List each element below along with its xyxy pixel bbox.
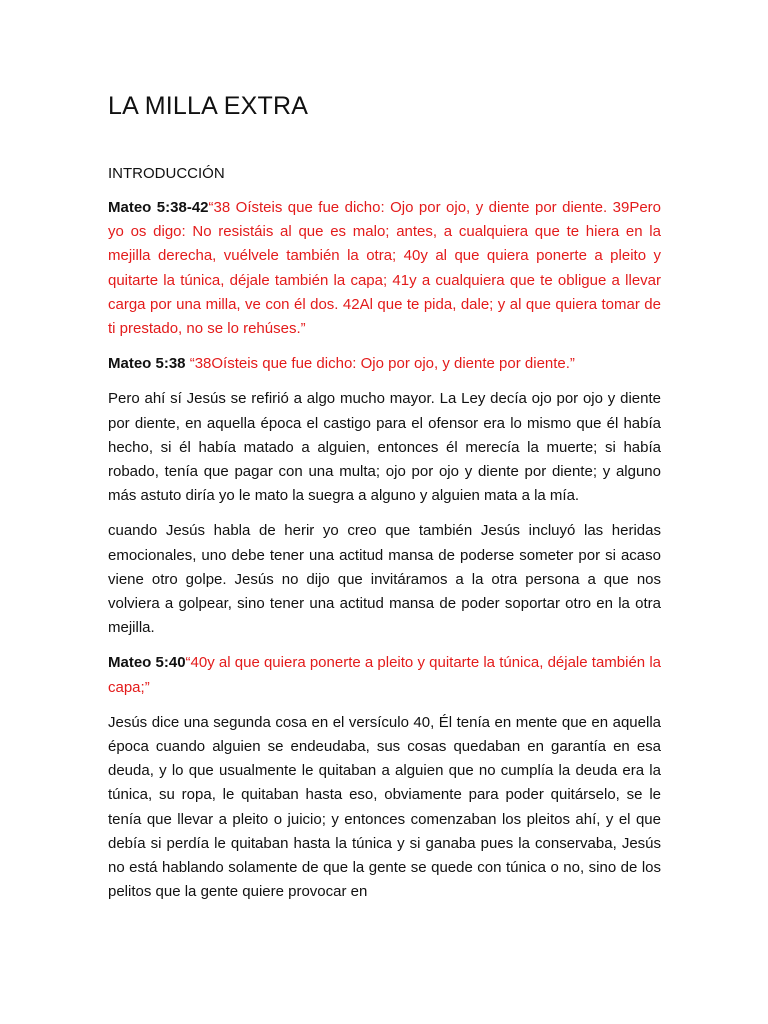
passage-verse-text: “40y al que quiera ponerte a pleito y quitarte la túnica, déjale también la capa;”	[108, 654, 661, 696]
passage-mateo-5-38	[108, 352, 661, 376]
passage-mateo-5-40	[108, 651, 661, 699]
passage-verse-text: “38Oísteis que fue dicho: Ojo por ojo, y diente por diente.”	[185, 355, 575, 373]
intro-heading: INTRODUCCIÓN	[108, 165, 225, 182]
document-page	[108, 92, 661, 915]
body-paragraph-3: Jesús dice una segunda cosa en el versículo 40, Él tenía en mente que en aquella época cuando alguien se endeudaba, sus cosas quedaban en garantía en esa deuda, y lo que usualmente le quitaban a alguien que no cumplía la deuda era la túnica, su ropa, le quitaban hasta eso, obviamente para poder quitárselo, se le tenía que llevar a pleito o juicio; y entonces comenzaban los pleitos ahí, y el que debía si perdía le quitaban hasta la túnica y si ganaba pues la conservaba, Jesús no está hablando solamente de que la gente se quede con túnica o no, sino de los pelitos que la gente quiere provocar en	[108, 713, 661, 901]
passage-verse-text: “38 Oísteis que fue dicho: Ojo por ojo, y diente por diente. 39Pero yo os digo: No resistáis al que es malo; antes, a cualquiera que te hiera en la mejilla derecha, vuélvele también la otra; 40y al que quiera ponerte a pleito y quitarte la túnica, déjale también la capa; 41y a cualquiera que te obligue a llevar carga por una milla, ve con él dos. 42Al que te pida, dale; y al que quiera tomar de ti prestado, no se lo rehúses.”	[108, 199, 661, 338]
passage-reference: Mateo 5:40	[108, 654, 186, 672]
body-paragraph-2: cuando Jesús habla de herir yo creo que también Jesús incluyó las heridas emocionales, uno debe tener una actitud mansa de poderse someter por si acaso viene otro golpe. Jesús no dijo que invitáramos a la otra persona a que nos volviera a golpear, sino tener una actitud mansa de poder soportar otro en la otra mejilla.	[108, 522, 661, 637]
passage-reference: Mateo 5:38	[108, 355, 186, 373]
body-paragraph-1: Pero ahí sí Jesús se refirió a algo mucho mayor. La Ley decía ojo por ojo y diente por diente, en aquella época el castigo para el ofensor era lo mismo que él había hecho, si él había matado a alguien, entonces él merecía la muerte; si había robado, tenía que pagar con una multa; ojo por ojo y diente por diente; y alguno más astuto diría yo le mato la suegra a alguno y alguien mata a la mía.	[108, 390, 661, 505]
passage-mateo-5-38-42	[108, 196, 661, 341]
document-title: LA MILLA EXTRA	[108, 92, 309, 120]
passage-reference: Mateo 5:38-42	[108, 199, 209, 216]
